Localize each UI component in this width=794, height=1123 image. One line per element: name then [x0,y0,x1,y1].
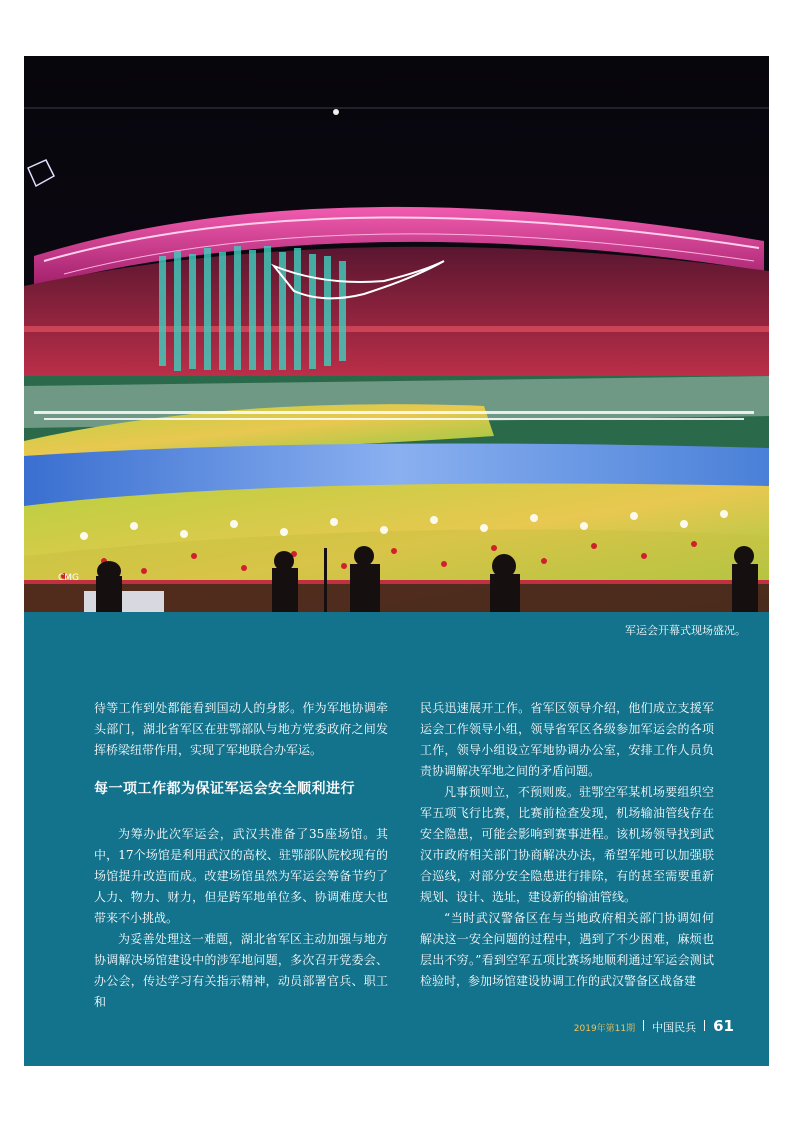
footer-divider [643,1020,644,1031]
paragraph: 凡事预则立，不预则废。驻鄂空军某机场要组织空军五项飞行比赛，比赛前检查发现，机场输油管线存在安全隐患，可能会影响到赛事进程。该机场领导找到武汉市政府相关部门协商解决办法，希望军地可以加强联合巡线，对部分安全隐患进行排除，有的甚至需要重新规划、设计、选址，建设新的输油管线。 [420,785,714,904]
paragraph: 为妥善处理这一难题，湖北省军区主动加强与地方协调解决场馆建设中的涉军地问题，多次召开党委会、办公会，传达学习有关指示精神，动员部署官兵、职工和 [94,932,388,1009]
paragraph: 民兵迅速展开工作。省军区领导介绍，他们成立支援军运会工作领导小组，领导省军区各级参加军运会的各项工作，领导小组设立军地协调办公室，安排工作人员负责协调解决军地之间的矛盾问题。 [420,701,714,778]
magazine-name: 中国民兵 [652,1021,697,1034]
paragraph: 待等工作到处都能看到国动人的身影。作为军地协调牵头部门，湖北省军区在驻鄂部队与地方党委政府之间发挥桥梁纽带作用，实现了军地联合办军运。 [94,701,388,757]
issue-label: 2019年第11期 [573,1024,636,1034]
right-column [420,698,714,992]
page-number: 61 [713,1017,734,1035]
photo-caption: 军运会开幕式现场盛况。 [625,624,746,637]
footer-divider [704,1020,705,1031]
left-column [94,698,388,1013]
cmg-logo: CMG [58,573,80,583]
paragraph: 为筹办此次军运会，武汉共准备了35座场馆。其中，17个场馆是利用武汉的高校、驻鄂部队院校现有的场馆提升改造而成。改建场馆虽然为军运会筹备节约了人力、物力、财力，但是跨军地单位多、协调难度大也带来不小挑战。 [94,827,388,925]
opening-ceremony-photo [24,56,769,612]
page-footer [574,1017,734,1035]
paragraph: “当时武汉警备区在与当地政府相关部门协调如何解决这一安全问题的过程中，遇到了不少困难，麻烦也层出不穷。”看到空军五项比赛场地顺利通过军运会测试检验时，参加场馆建设协调工作的武汉警备区战备建 [420,911,714,988]
section-heading: 每一项工作都为保证军运会安全顺利进行 [94,781,355,797]
